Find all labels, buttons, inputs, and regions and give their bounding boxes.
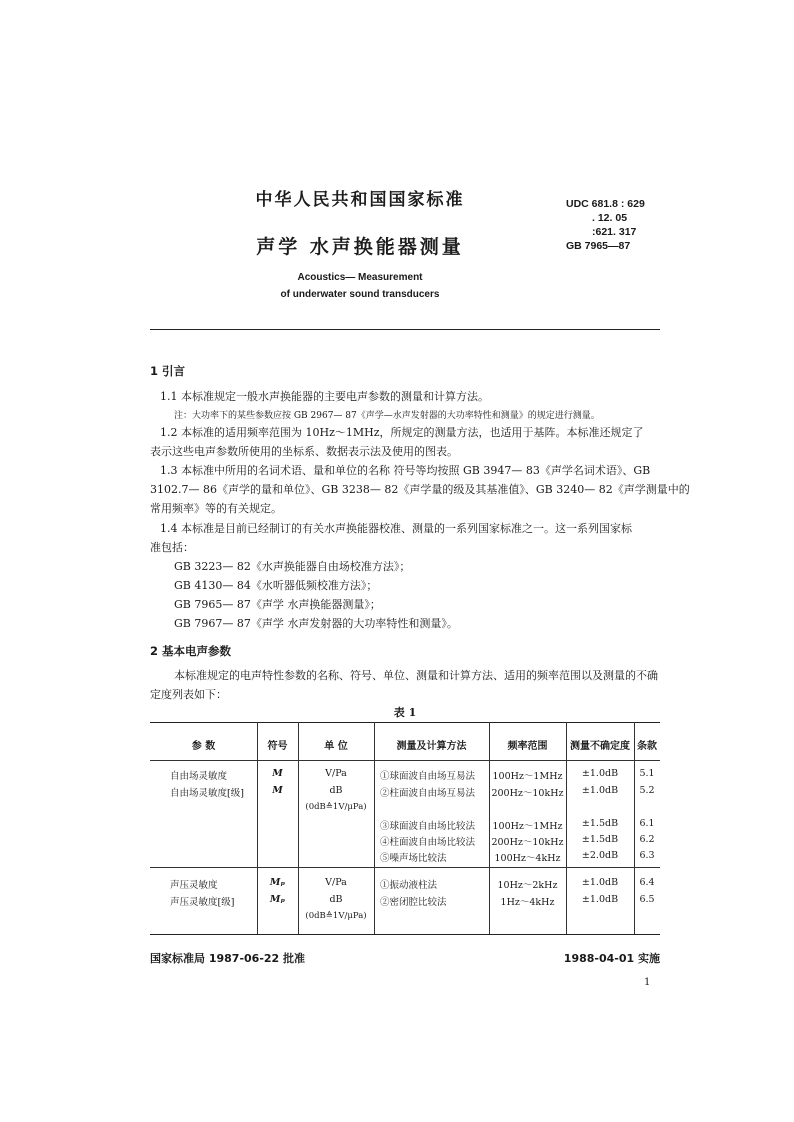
table-cell-clause: 6.5 [639,894,655,905]
table-cell-unit: dB [329,894,343,905]
table-cell-uncertainty: ±2.0dB [581,850,619,861]
table-cell-symbol: M [272,768,283,779]
section-1-heading: 1 引言 [150,364,186,378]
table-header-frequency-range: 频率范围 [507,741,548,752]
table-cell-method: ①球面波自由场互易法 [380,771,476,782]
clause-1-4-line-1: 1.4 本标准是目前已经制订的有关水声换能器校准、测量的一系列国家标准之一。这一系列国家标 [160,522,632,535]
table-cell-unit: V/Pa [325,768,347,779]
table-bottom-rule [150,934,660,935]
table-cell-method: ①振动液柱法 [380,880,438,891]
table-cell-unit: dB [329,785,343,796]
table-cell-uncertainty: ±1.5dB [581,834,619,845]
udc-code-line-2: . 12. 05 [592,212,628,224]
table-cell-uncertainty: ±1.0dB [581,877,619,888]
table-top-rule [150,722,660,723]
table-cell-clause: 6.3 [639,850,655,861]
clause-1-2-line-2: 表示这些电声参数所使用的坐标系、数据表示法及使用的图表。 [150,445,458,458]
table-group-rule [150,867,660,868]
table-cell-frequency-range: 1Hz～4kHz [500,897,555,908]
english-title-line-2: of underwater sound transducers [280,289,440,300]
table-header-symbol: 符号 [267,741,288,752]
table-header-parameter: 参 数 [191,741,216,752]
clause-1-3-line-2: 3102.7— 86《声学的量和单位》、GB 3238— 82《声学量的级及其基准值》、GB 3240— 82《声学测量中的 [150,483,690,496]
table-header-unit: 单 位 [324,741,348,752]
approval-date: 国家标准局 1987-06-22 批准 [150,952,306,965]
table-header-uncertainty: 测量不确定度 [570,741,630,752]
clause-1-2-line-1: 1.2 本标准的适用频率范围为 10Hz～1MHz，所规定的测量方法，也适用于基阵。本标准还规定了 [160,426,644,439]
table-cell-clause: 6.4 [639,877,655,888]
table-cell-uncertainty: ±1.0dB [581,768,619,779]
document-title: 声学 水声换能器测量 [256,236,464,258]
table-cell-unit-reference: (0dB≙1V/μPa) [305,911,367,921]
table-cell-symbol: M [272,785,283,796]
header-divider [150,329,660,330]
clause-1-4-line-2: 准包括： [150,541,194,554]
table-cell-parameter: 声压灵敏度 [170,880,218,891]
section-2-intro-line-2: 定度列表如下： [150,688,227,701]
table-cell-frequency-range: 100Hz～1MHz [492,771,563,782]
page-number: 1 [644,977,651,988]
implementation-date: 1988-04-01 实施 [563,952,660,965]
section-2-heading: 2 基本电声参数 [150,644,232,658]
table-cell-parameter: 自由场灵敏度[级] [170,788,244,799]
table-header-method: 测量及计算方法 [396,741,467,752]
gb-number: GB 7965—87 [566,240,631,252]
udc-code-line-1: UDC 681.8 : 629 [566,198,645,210]
table-cell-symbol: Mₚ [269,877,286,888]
table-cell-method: ③球面波自由场比较法 [380,821,476,832]
table-cell-method: ⑤噪声场比较法 [380,853,447,864]
standard-category-title: 中华人民共和国国家标准 [255,190,465,210]
table-cell-frequency-range: 10Hz～2kHz [497,880,558,891]
standards-list-item: GB 7967— 87《声学 水声发射器的大功率特性和测量》。 [174,617,458,630]
table-cell-clause: 6.1 [639,818,655,829]
table-cell-method: ②柱面波自由场互易法 [380,788,476,799]
table-header-rule [150,760,660,761]
standards-list-item: GB 3223— 82《水声换能器自由场校准方法》； [174,560,411,573]
table-cell-clause: 5.2 [639,785,655,796]
table-cell-symbol: Mₚ [269,894,286,905]
table-caption: 表 1 [393,706,417,719]
table-column-divider [374,722,375,934]
table-cell-uncertainty: ±1.5dB [581,818,619,829]
table-cell-frequency-range: 200Hz～10kHz [491,837,564,848]
table-cell-parameter: 自由场灵敏度 [170,771,228,782]
table-cell-method: ②密闭腔比较法 [380,897,447,908]
table-cell-parameter: 声压灵敏度[级] [170,897,235,908]
table-cell-clause: 6.2 [639,834,655,845]
table-cell-method: ④柱面波自由场比较法 [380,837,476,848]
clause-1-1-note: 注：大功率下的某些参数应按 GB 2967— 87《声学—水声发射器的大功率特性和测量》的规定进行测量。 [174,411,600,421]
table-cell-unit-reference: (0dB≙1V/μPa) [305,802,367,812]
standards-list-item: GB 7965— 87《声学 水声换能器测量》； [174,598,381,611]
table-cell-unit: V/Pa [325,877,347,888]
english-title-line-1: Acoustics— Measurement [297,272,423,283]
table-cell-frequency-range: 100Hz～1MHz [492,821,563,832]
table-cell-frequency-range: 100Hz～4kHz [494,853,561,864]
table-cell-clause: 5.1 [639,768,655,779]
table-cell-frequency-range: 200Hz～10kHz [491,788,564,799]
standards-list-item: GB 4130— 84《水听器低频校准方法》； [174,579,378,592]
table-cell-uncertainty: ±1.0dB [581,785,619,796]
clause-1-3-line-1: 1.3 本标准中所用的名词术语、量和单位的名称 符号等均按照 GB 3947— 83《声学名词术语》、GB [160,464,651,477]
clause-1-1: 1.1 本标准规定一般水声换能器的主要电声参数的测量和计算方法。 [160,390,489,403]
table-header-clause: 条款 [637,741,657,752]
table-cell-uncertainty: ±1.0dB [581,894,619,905]
udc-code-line-3: :621. 317 [592,226,637,238]
section-2-intro-line-1: 本标准规定的电声特性参数的名称、符号、单位、测量和计算方法、适用的频率范围以及测量的不确 [174,669,658,682]
clause-1-3-line-3: 常用频率》等的有关规定。 [150,502,282,515]
